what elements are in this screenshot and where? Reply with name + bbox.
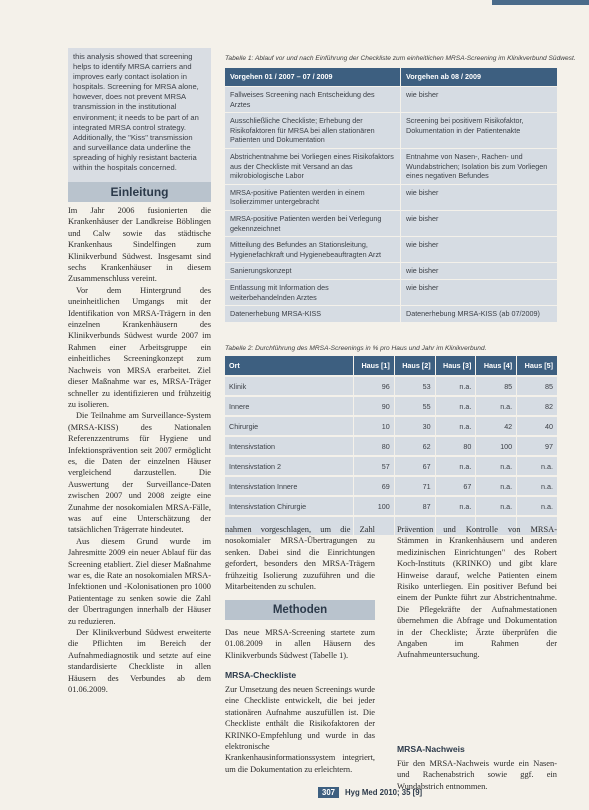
table-row xyxy=(225,87,558,113)
table-2-header: Haus [2] xyxy=(394,356,435,376)
table-cell: 90 xyxy=(354,396,395,416)
table-cell: Chirurgie xyxy=(225,416,354,436)
table-cell: 30 xyxy=(394,416,435,436)
table-cell: n.a. xyxy=(476,496,517,516)
table-cell: 71 xyxy=(394,476,435,496)
paragraph-9: Prävention und Kontrolle von MRSA-Stämmen in Krankenhäusern und anderen medizinischen Einrichtungen" des Robert Koch-Instituts (KRINKO) und gibt klare Hinweise darauf, welche Patienten einem Risiko unterliegen. Ein positiver Befund bei einem der Punkte führt zur Abstrichentnahme. Die Pflegekräfte der Aufnahmestationen übernehmen die Abfrage und Dokumentation in der Checkliste; Ärzte überprüfen die Angaben im Rahmen der Aufnahmeuntersuchung. xyxy=(397,525,557,660)
table-cell: n.a. xyxy=(435,416,476,436)
table-cell: n.a. xyxy=(435,396,476,416)
paragraph-7: Das neue MRSA-Screening startete zum 01.08.2009 in allen Häusern des Klinikverbunds Südwest (Tabelle 1). xyxy=(225,628,375,660)
table-cell: n.a. xyxy=(435,376,476,396)
table-row xyxy=(225,436,558,456)
table-cell: n.a. xyxy=(517,496,558,516)
table-cell: Ausschließliche Checkliste; Erhebung der Risikofaktoren für MRSA bei allen stationären Patienten und Dokumentation xyxy=(225,113,401,149)
table-cell: wie bisher xyxy=(401,184,558,210)
table-cell: Abstrichentnahme bei Vorliegen eines Risikofaktors aus der Checkliste mit Versand an das mikrobiologische Labor xyxy=(225,148,401,184)
table-cell: 80 xyxy=(354,436,395,456)
table-cell: Entlassung mit Information des weiterbehandelnden Arztes xyxy=(225,279,401,305)
left-column-text xyxy=(68,205,211,783)
paragraph-8: Zur Umsetzung des neuen Screenings wurde eine Checkliste entwickelt, die bei jeder stationären Aufnahme auszufüllen ist. Die Checkliste enthält die Risikofaktoren der KRINKO-Empfehlung und wurde in das elektronische Krankenhausinformationssystem integriert, um die Dokumentation zu erleichtern. xyxy=(225,685,375,774)
paragraph-6: nahmen vorgeschlagen, um die Zahl nosokomialer MRSA-Übertragungen zu senken. Dabei sind die Einrichtungen gefordert, besonders den MRSA-Trägern frühzeitig Isolierung zuzuführen und die Mitarbeitenden zu schulen. xyxy=(225,525,375,592)
table-row xyxy=(225,279,558,305)
section-heading-einleitung: Einleitung xyxy=(68,182,211,202)
paragraph-4: Aus diesem Grund wurde im Jahresmitte 2009 ein neuer Ablauf für das Screening etabliert. Ziel dieser Maßnahme war es, die Rate an nosokomialen MRSA-Infektionen und -Kolonisationen pro 1000 Patiententage zu senken sowie die Zahl der Übertragungen innerhalb der Häuser zu reduzieren. xyxy=(68,536,211,626)
table-2-header: Haus [4] xyxy=(476,356,517,376)
table-row xyxy=(225,263,558,280)
table-cell: n.a. xyxy=(517,456,558,476)
table-cell: MRSA-positive Patienten werden bei Verlegung gekennzeichnet xyxy=(225,210,401,236)
table-cell: 82 xyxy=(517,396,558,416)
table-cell: 100 xyxy=(354,496,395,516)
table-cell: Innere xyxy=(225,396,354,416)
table-cell: 67 xyxy=(435,476,476,496)
table-2-header: Haus [3] xyxy=(435,356,476,376)
top-accent-bar xyxy=(492,0,589,5)
table-cell: 100 xyxy=(476,436,517,456)
table-cell: Datenerhebung MRSA-KISS (ab 07/2009) xyxy=(401,306,558,322)
table-row xyxy=(225,456,558,476)
table-cell: MRSA-positive Patienten werden in einem Isolierzimmer untergebracht xyxy=(225,184,401,210)
right-column-text xyxy=(397,524,557,664)
table-cell: Entnahme von Nasen-, Rachen- und Wundabstrichen; Isolation bis zum Vorliegen eines negativen Befundes xyxy=(401,148,558,184)
table-cell: n.a. xyxy=(476,456,517,476)
table-cell: 55 xyxy=(394,396,435,416)
table-cell: 80 xyxy=(435,436,476,456)
table-2-header-row xyxy=(225,356,558,376)
table-cell: wie bisher xyxy=(401,87,558,113)
table-cell: Klinik xyxy=(225,376,354,396)
table-cell: n.a. xyxy=(476,476,517,496)
table-2-header: Haus [1] xyxy=(354,356,395,376)
table-1 xyxy=(225,68,558,322)
table-row xyxy=(225,184,558,210)
middle-column-text xyxy=(225,524,375,592)
table-row xyxy=(225,148,558,184)
page-number: 307 xyxy=(318,787,339,798)
table-cell: Intensivstation 2 xyxy=(225,456,354,476)
table-2-header: Haus [5] xyxy=(517,356,558,376)
table-row xyxy=(225,210,558,236)
table-cell: 67 xyxy=(394,456,435,476)
table-2 xyxy=(225,356,558,535)
table-cell: 62 xyxy=(394,436,435,456)
table-cell: 57 xyxy=(354,456,395,476)
table-cell: 96 xyxy=(354,376,395,396)
table-row xyxy=(225,237,558,263)
table-cell: n.a. xyxy=(435,456,476,476)
table-cell: wie bisher xyxy=(401,237,558,263)
table-2-caption: Tabelle 2: Durchführung des MRSA-Screenings in % pro Haus und Jahr im Klinikverbund. xyxy=(225,345,487,352)
table-row xyxy=(225,416,558,436)
table-cell: n.a. xyxy=(517,476,558,496)
table-row xyxy=(225,113,558,149)
subheading-mrsa-nachweis: MRSA-Nachweis xyxy=(397,744,465,754)
table-2-header: Ort xyxy=(225,356,354,376)
table-cell: wie bisher xyxy=(401,279,558,305)
paragraph-3: Die Teilnahme am Surveillance-System (MRSA-KISS) des Nationalen Referenzzentrums für Hygiene und Infektionsprävention seit 2007 ermöglicht es, die Daten der einzelnen Häuser vergleichend darzustellen. Die Auswertung der Surveillance-Daten zwischen 2007 und 2008 zeigte eine Zunahme der nosokomialen MRSA-Fälle, was auf eine Unterschätzung der tatsächlichen Trägerrate hindeutet. xyxy=(68,411,211,535)
table-row xyxy=(225,496,558,516)
paragraph-10: Für den MRSA-Nachweis wurde ein Nasen- und Rachenabstrich sowie ggf. ein Wundabstrich entnommen. xyxy=(397,759,557,791)
table-cell: Datenerhebung MRSA-KISS xyxy=(225,306,401,322)
table-cell: Intensivstation Innere xyxy=(225,476,354,496)
abstract-box xyxy=(68,48,211,184)
table-cell: Intensivstation xyxy=(225,436,354,456)
table-cell: 85 xyxy=(476,376,517,396)
paragraph-1: Im Jahr 2006 fusionierten die Krankenhäuser der Landkreise Böblingen und Calw sowie das städtische Krankenhaus Sindelfingen zum Klinikverbund Südwest. Insgesamt sind sechs Krankenhäuser in diesem Zusammenschluss vereint. xyxy=(68,206,211,284)
table-cell: 10 xyxy=(354,416,395,436)
table-cell: Fallweises Screening nach Entscheidung des Arztes xyxy=(225,87,401,113)
table-cell: Screening bei positivem Risikofaktor, Dokumentation in der Patientenakte xyxy=(401,113,558,149)
table-1-header-after: Vorgehen ab 08 / 2009 xyxy=(401,68,558,87)
table-row xyxy=(225,476,558,496)
table-row xyxy=(225,306,558,322)
table-cell: 85 xyxy=(517,376,558,396)
table-cell: Mitteilung des Befundes an Stationsleitung, Hygienefachkraft und Hygienebeauftragten Arzt xyxy=(225,237,401,263)
table-1-header-row xyxy=(225,68,558,87)
table-1-caption: Tabelle 1: Ablauf vor und nach Einführung der Checkliste zum einheitlichen MRSA-Screening im Klinikverbund Südwest. xyxy=(225,55,576,62)
page-footer xyxy=(318,786,422,799)
paragraph-2: Vor dem Hintergrund des uneinheitlichen Umgangs mit der Identifikation von MRSA-Trägern in den einzelnen Krankenhäusern des Klinikverbunds Südwest wurde 2007 im Rahmen einer Arbeitsgruppe ein einheitliches Screeningkonzept zum Nachweis von MRSA erarbeitet. Ziel dieser Maßnahme war es, MRSA-Träger schneller zu identifizieren und frühzeitig zu isolieren. xyxy=(68,285,211,409)
table-cell: Intensivstation Chirurgie xyxy=(225,496,354,516)
table-row xyxy=(225,376,558,396)
methoden-text xyxy=(225,627,375,661)
table-cell: 97 xyxy=(517,436,558,456)
table-cell: 87 xyxy=(394,496,435,516)
table-cell: wie bisher xyxy=(401,210,558,236)
table-row xyxy=(225,396,558,416)
checkliste-text xyxy=(225,684,375,786)
table-cell: 53 xyxy=(394,376,435,396)
table-cell: n.a. xyxy=(435,496,476,516)
table-cell: 40 xyxy=(517,416,558,436)
section-heading-methoden: Methoden xyxy=(225,600,375,620)
journal-citation: Hyg Med 2010; 35 [9] xyxy=(345,788,423,797)
abstract-text: this analysis showed that screening helps to identify MRSA carriers and improves early contact isolation in hospitals. Screening for MRSA alone, however, does not prevent MRSA transmission in the institutional environment; it needs to be part of an integrated MRSA control strategy. Additionally, the "Kiss" transmission and surveillance data underline the spreading of highly resistant bacteria within the hospitals concerned. xyxy=(73,52,199,173)
table-cell: 42 xyxy=(476,416,517,436)
paragraph-5: Der Klinikverbund Südwest erweiterte die Pflichten im Bereich der Aufnahmediagnostik und setzte auf eine standardisierte Checkliste in allen Häusern des Verbundes ab dem 01.06.2009. xyxy=(68,628,211,695)
table-cell: Sanierungskonzept xyxy=(225,263,401,280)
table-cell: wie bisher xyxy=(401,263,558,280)
table-cell: n.a. xyxy=(476,396,517,416)
table-cell: 69 xyxy=(354,476,395,496)
nachweis-text xyxy=(397,758,557,791)
subheading-mrsa-checkliste: MRSA-Checkliste xyxy=(225,670,297,680)
table-1-header-before: Vorgehen 01 / 2007 – 07 / 2009 xyxy=(225,68,401,87)
